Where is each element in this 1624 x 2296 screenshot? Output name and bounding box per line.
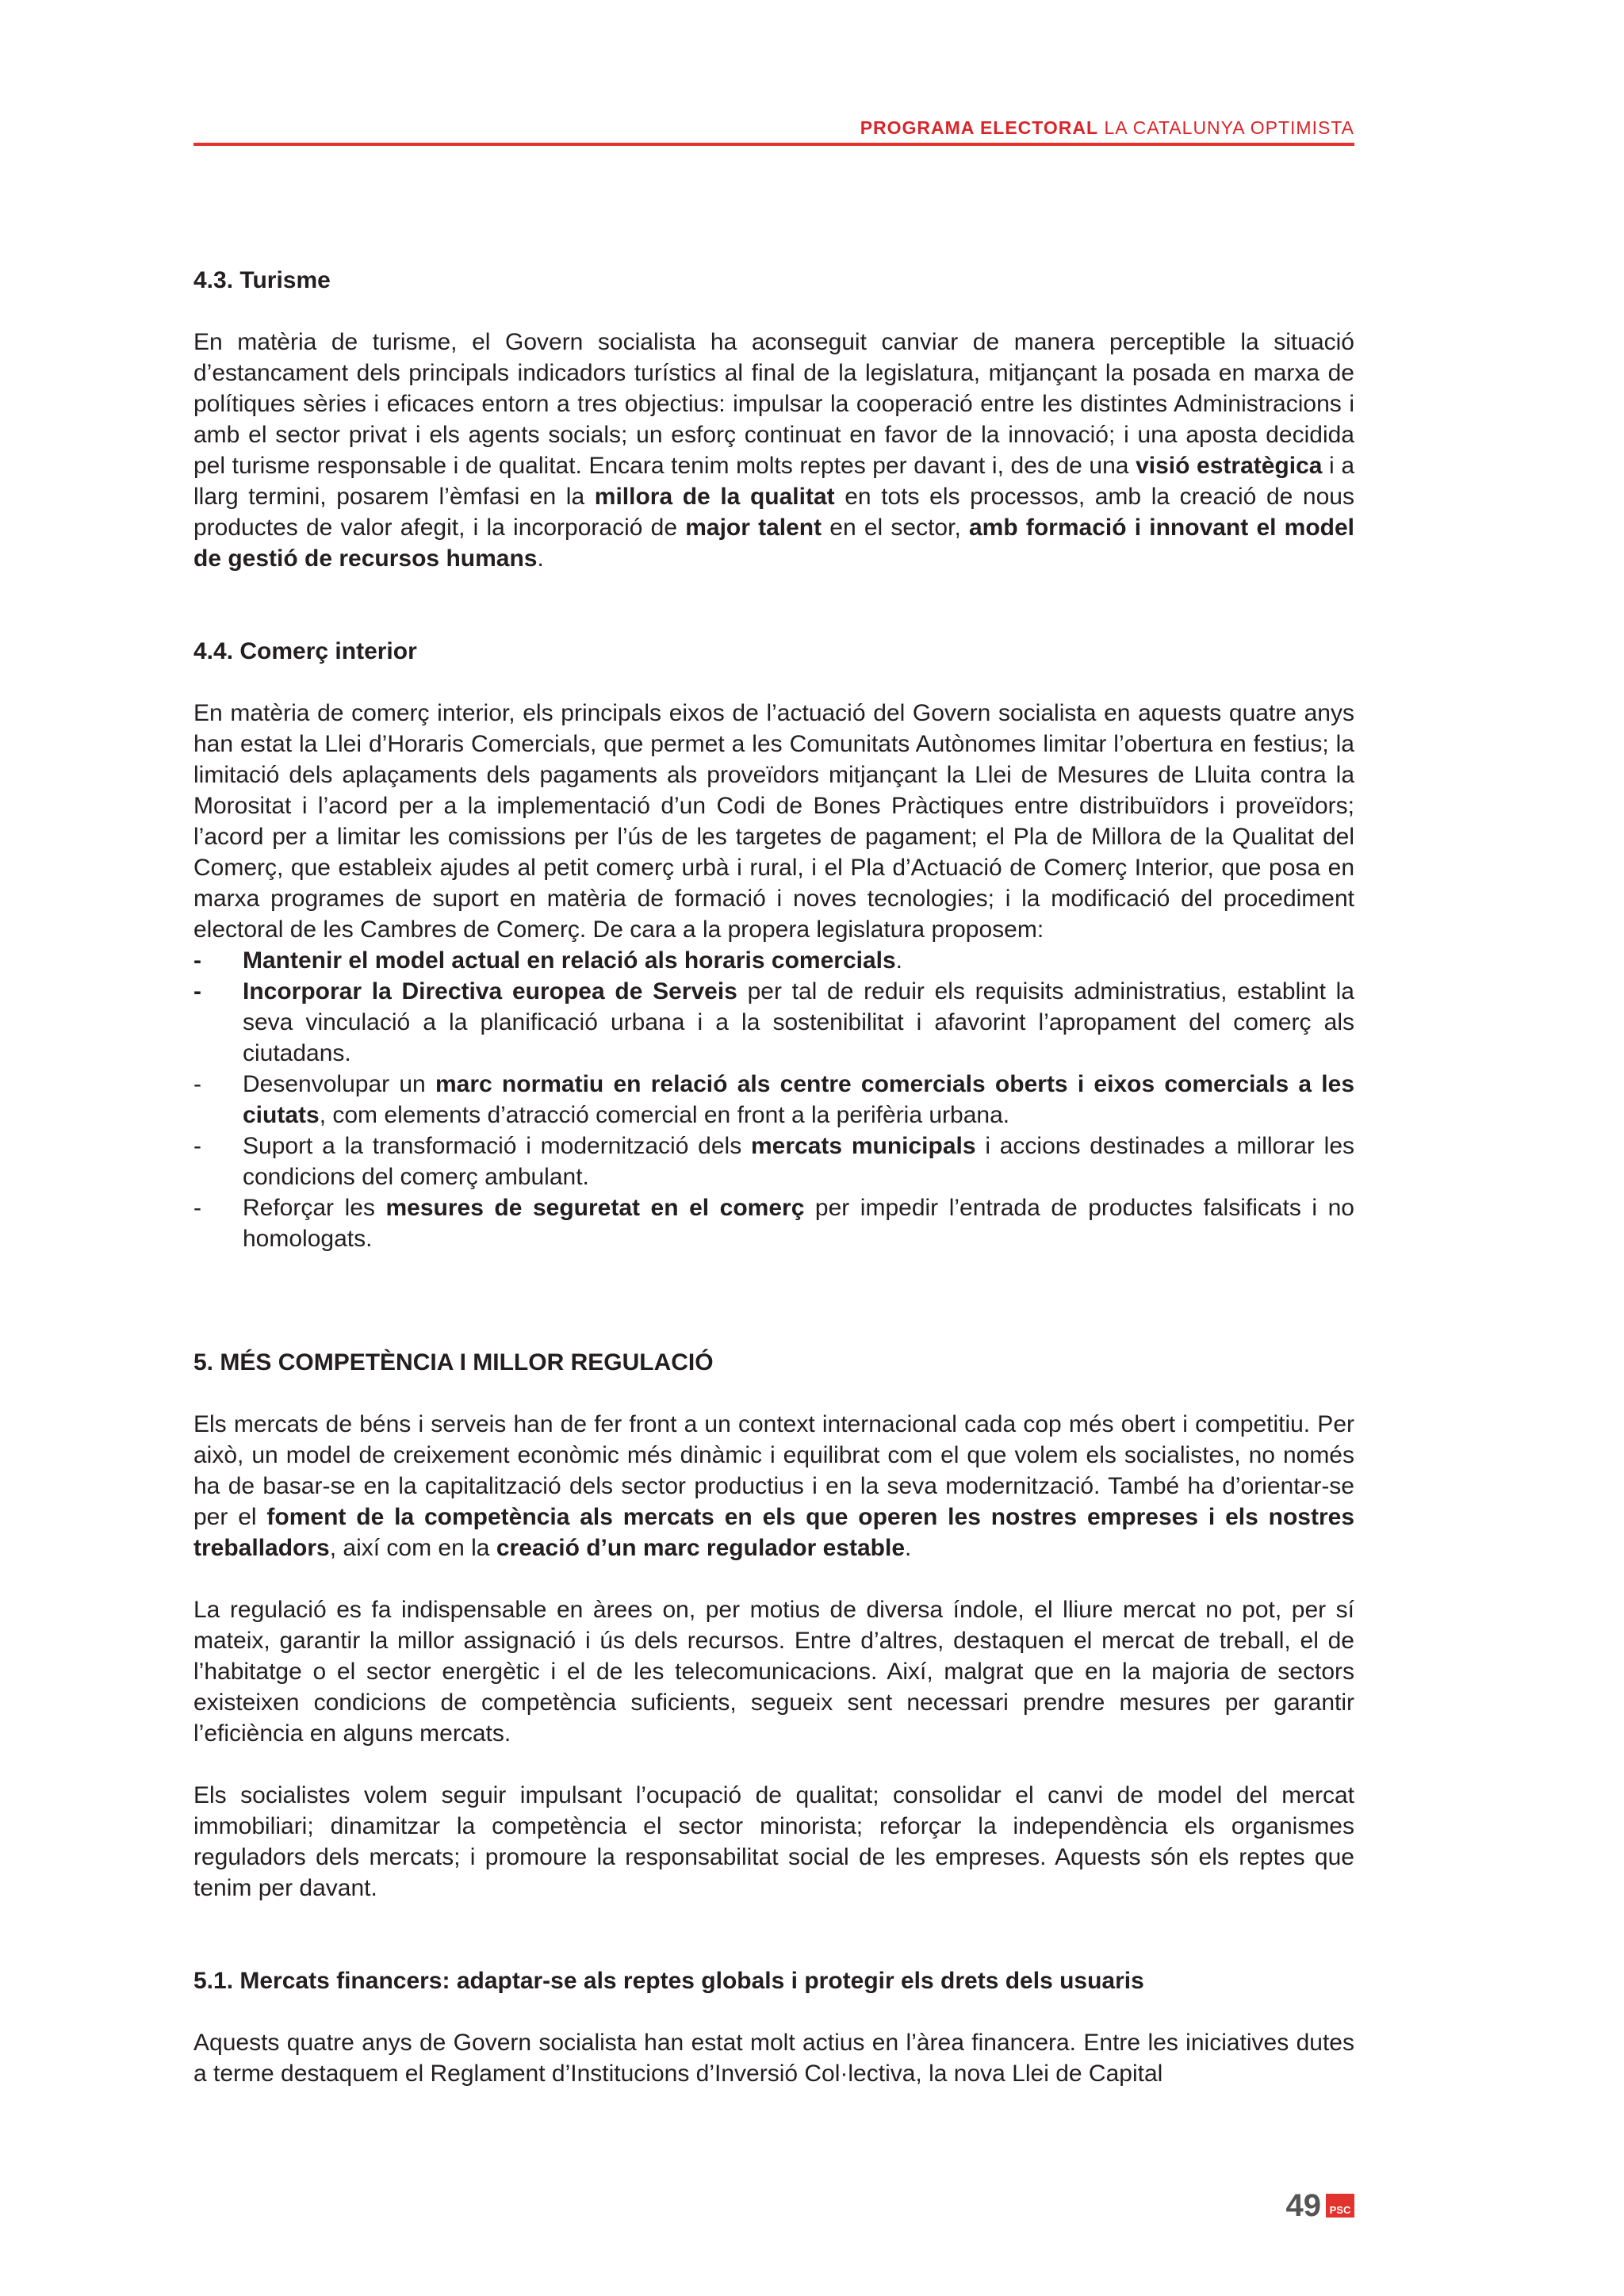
section-title-4-3: 4.3. Turisme	[193, 267, 331, 293]
emphasis-text: foment de la competència als mercats en els que operen les nostres empreses i els nostres treballadors	[193, 1504, 1355, 1561]
emphasis-text: amb formació i innovant el model de gestió de recursos humans	[193, 515, 1354, 572]
paragraph-mercats-financers: Aquests quatre anys de Govern socialista han estat molt actius en l’àrea financera. Entre les iniciatives dutes a terme destaquem el Reglament d’Institucions d’Inversió Col·lectiva, la nova Llei de Capital	[193, 2030, 1354, 2087]
page-footer	[1286, 2188, 1355, 2223]
section-title-4-4: 4.4. Comerç interior	[193, 638, 417, 664]
emphasis-text: major talent	[685, 515, 822, 541]
section-title-5: 5. MÉS COMPETÈNCIA I MILLOR REGULACIÓ	[193, 1349, 714, 1376]
header-program-label: PROGRAMA ELECTORAL	[860, 117, 1099, 138]
header-program-title: LA CATALUNYA OPTIMISTA	[1104, 117, 1354, 138]
paragraph-comerc: En matèria de comerç interior, els principals eixos de l’actuació del Govern socialista en aquests quatre anys han estat la Llei d’Horaris Comercials, que permet a les Comunitats Autònomes limitar l’obertura en festius; la limitació dels aplaçaments dels pagaments als proveïdors mitjançant la Llei de Mesures de Lluita contra la Morositat i l’acord per a la implementació d’un Codi de Bones Pràctiques entre distribuïdors i proveïdors; l’acord per a limitar les comissions per l’ús de les targetes de pagament; el Pla de Millora de la Qualitat del Comerç, que estableix ajudes al petit comerç urbà i rural, i el Pla d’Actuació de Comerç Interior, que posa en marxa programes de suport en matèria de formació i noves tecnologies; i la modificació del procediment electoral de les Cambres de Comerç. De cara a la propera legislatura proposem:	[193, 700, 1354, 943]
list-item: - Suport a la transformació i modernització dels mercats municipals i accions destinades a millorar les condicions del comerç ambulant.	[193, 1133, 1355, 1190]
emphasis-text: creació d’un marc regulador estable	[496, 1535, 906, 1561]
list-item: - Reforçar les mesures de seguretat en el comerç per impedir l’entrada de productes falsificats i no homologats.	[193, 1195, 1354, 1252]
paragraph-reptes: Els socialistes volem seguir impulsant l’ocupació de qualitat; consolidar el canvi de model del mercat immobiliari; dinamitzar la competència el sector minorista; reforçar la independència els organismes reguladors dels mercats; i promoure la responsabilitat social de les empreses. Aquests són els reptes que tenim per davant.	[193, 1782, 1354, 1901]
paragraph-competencia: Els mercats de béns i serveis han de fer front a un context internacional cada cop més obert i competitiu. Per això, un model de creixement econòmic més dinàmic i equilibrat com el que volem els socialistes, no només ha de basar-se en la capitalització dels sector productius i en la seva modernització. També ha d’orientar-se per el foment de la competència als mercats en els que operen les nostres empreses i els nostres treballadors, així com en la creació d’un marc regulador estable.	[193, 1411, 1355, 1561]
emphasis-text: millora de la qualitat	[594, 484, 835, 510]
list-item: - Desenvolupar un marc normatiu en relació als centre comercials oberts i eixos comercials a les ciutats, com elements d’atracció comercial en front a la perifèria urbana.	[193, 1071, 1355, 1128]
emphasis-text: visió estratègica	[1136, 453, 1323, 479]
psc-logo-icon: PSC	[1326, 2194, 1354, 2218]
paragraph-turisme: En matèria de turisme, el Govern socialista ha aconseguit canviar de manera perceptible la situació d’estancament dels principals indicadors turístics al final de la legislatura, mitjançant la posada en marxa de polítiques sèries i eficaces entorn a tres objectius: impulsar la cooperació entre les distintes Administracions i amb el sector privat i els agents socials; un esforç continuat en favor de la innovació; i una aposta decidida pel turisme responsable i de qualitat. Encara tenim molts reptes per davant i, des de una visió estratègica i a llarg termini, posarem l’èmfasi en la millora de la qualitat en tots els processos, amb la creació de nous productes de valor afegit, i la incorporació de major talent en el sector, amb formació i innovant el model de gestió de recursos humans.	[193, 329, 1354, 572]
section-title-5-1: 5.1. Mercats financers: adaptar-se als reptes globals i protegir els drets dels usuaris	[193, 1968, 1144, 1994]
running-header	[193, 117, 1354, 139]
page-number: 49	[1285, 2188, 1321, 2223]
header-divider	[193, 143, 1354, 146]
list-item: - Incorporar la Directiva europea de Serveis per tal de reduir els requisits administratius, establint la seva vinculació a la planificació urbana i a la sostenibilitat i afavorint l’apropament del comerç als ciutadans.	[193, 978, 1354, 1066]
list-item: - Mantenir el model actual en relació als horaris comercials.	[193, 947, 903, 974]
paragraph-regulacio: La regulació es fa indispensable en àrees on, per motius de diversa índole, el lliure mercat no pot, per sí mateix, garantir la millor assignació i ús dels recursos. Entre d’altres, destaquen el mercat de treball, el de l’habitatge o el sector energètic i el de les telecomunicacions. Així, malgrat que en la majoria de sectors existeixen condicions de competència suficients, segueix sent necessari prendre mesures per garantir l’eficiència en alguns mercats.	[193, 1597, 1354, 1747]
proposal-list	[193, 945, 1354, 1254]
page-content	[193, 265, 1354, 2089]
